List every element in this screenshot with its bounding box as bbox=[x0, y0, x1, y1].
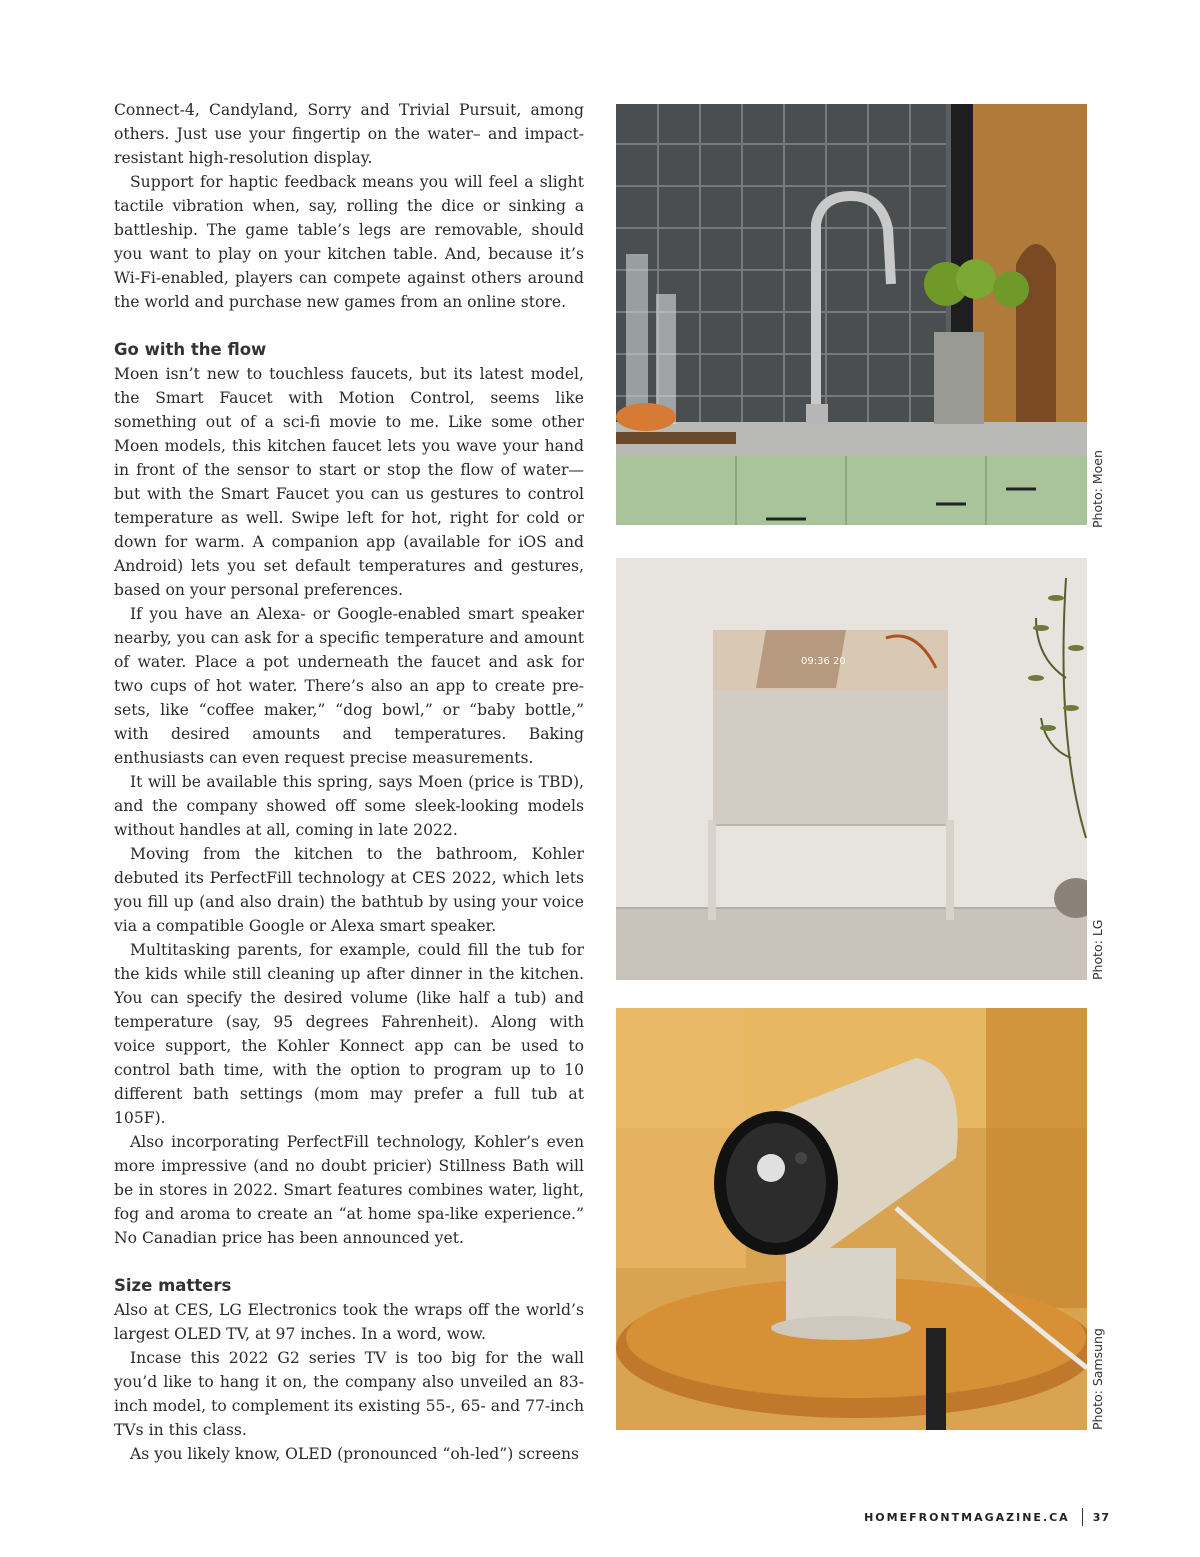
paragraph: It will be available this spring, says Moen (price is TBD), and the company showed off some sleek-looking models without handles at all, coming in late 2022. bbox=[114, 773, 584, 839]
photo-credit-moen: Photo: Moen bbox=[1090, 450, 1105, 528]
paragraph: Connect-4, Candyland, Sorry and Trivial Pursuit, among others. Just use your fingertip on the water– and impact-resistant high-resolution display. bbox=[114, 101, 584, 167]
photo-credit-samsung: Photo: Samsung bbox=[1090, 1328, 1105, 1430]
article-column bbox=[114, 98, 584, 1466]
footer-site: HOMEFRONTMAGAZINE.CA bbox=[864, 1510, 1070, 1524]
section-heading-flow: Go with the flow bbox=[114, 340, 267, 359]
paragraph: Incase this 2022 G2 series TV is too big for the wall you’d like to hang it on, the company also unveiled an 83-inch model, to complement its existing 55-, 65- and 77-inch TVs in this class. bbox=[114, 1349, 584, 1439]
tv-photo bbox=[616, 558, 1087, 980]
paragraph: Moving from the kitchen to the bathroom, Kohler debuted its PerfectFill technology at CES 2022, which lets you fill up (and also drain) the bathtub by using your voice via a compatible Google or Alexa smart speaker. bbox=[114, 845, 584, 935]
paragraph: Support for haptic feedback means you will feel a slight tactile vibration when, say, rolling the dice or sinking a battleship. The game table’s legs are removable, should you want to play on your kitchen table. And, because it’s Wi-Fi-enabled, players can compete against others around the world and purchase new games from an online store. bbox=[114, 173, 584, 311]
paragraph: Also at CES, LG Electronics took the wraps off the world’s largest OLED TV, at 97 inches. In a word, wow. bbox=[114, 1301, 584, 1343]
paragraph: As you likely know, OLED (pronounced “oh-led”) screens bbox=[130, 1445, 579, 1463]
tv-screen-clock: 09:36 20 bbox=[801, 656, 846, 667]
paragraph: Also incorporating PerfectFill technology, Kohler’s even more impressive (and no doubt pricier) Stillness Bath will be in stores in 2022. Smart features combines water, light, fog and aroma to create an “at home spa-like experience.” No Canadian price has been announced yet. bbox=[114, 1133, 584, 1247]
photo-credit-lg: Photo: LG bbox=[1090, 919, 1105, 980]
page-footer bbox=[864, 1508, 1110, 1526]
page-number: 37 bbox=[1092, 1510, 1110, 1524]
paragraph: Multitasking parents, for example, could fill the tub for the kids while still cleaning up after dinner in the kitchen. You can specify the desired volume (like half a tub) and temperature (say, 95 degrees Fahrenheit). Along with voice support, the Kohler Konnect app can be used to control bath time, with the option to program up to 10 different bath settings (mom may prefer a full tub at 105F). bbox=[114, 941, 584, 1127]
section-heading-size: Size matters bbox=[114, 1276, 232, 1295]
footer-divider bbox=[1082, 1508, 1083, 1526]
paragraph: If you have an Alexa- or Google-enabled smart speaker nearby, you can ask for a specific temperature and amount of water. Place a pot underneath the faucet and ask for two cups of hot water. There’s also an app to create pre-sets, like “coffee maker,” “dog bowl,” or “baby bottle,” with desired amounts and temperatures. Baking enthusiasts can even request precise measurements. bbox=[114, 605, 584, 767]
paragraph: Moen isn’t new to touchless faucets, but its latest model, the Smart Faucet with Motion Control, seems like something out of a sci-fi movie to me. Like some other Moen models, this kitchen faucet lets you wave your hand in front of the sensor to start or stop the flow of water—but with the Smart Faucet you can us gestures to control temperature as well. Swipe left for hot, right for cold or down for warm. A companion app (available for iOS and Android) lets you set default temperatures and gestures, based on your personal preferences. bbox=[114, 365, 584, 599]
projector-photo bbox=[616, 1008, 1087, 1430]
faucet-photo bbox=[616, 104, 1087, 525]
